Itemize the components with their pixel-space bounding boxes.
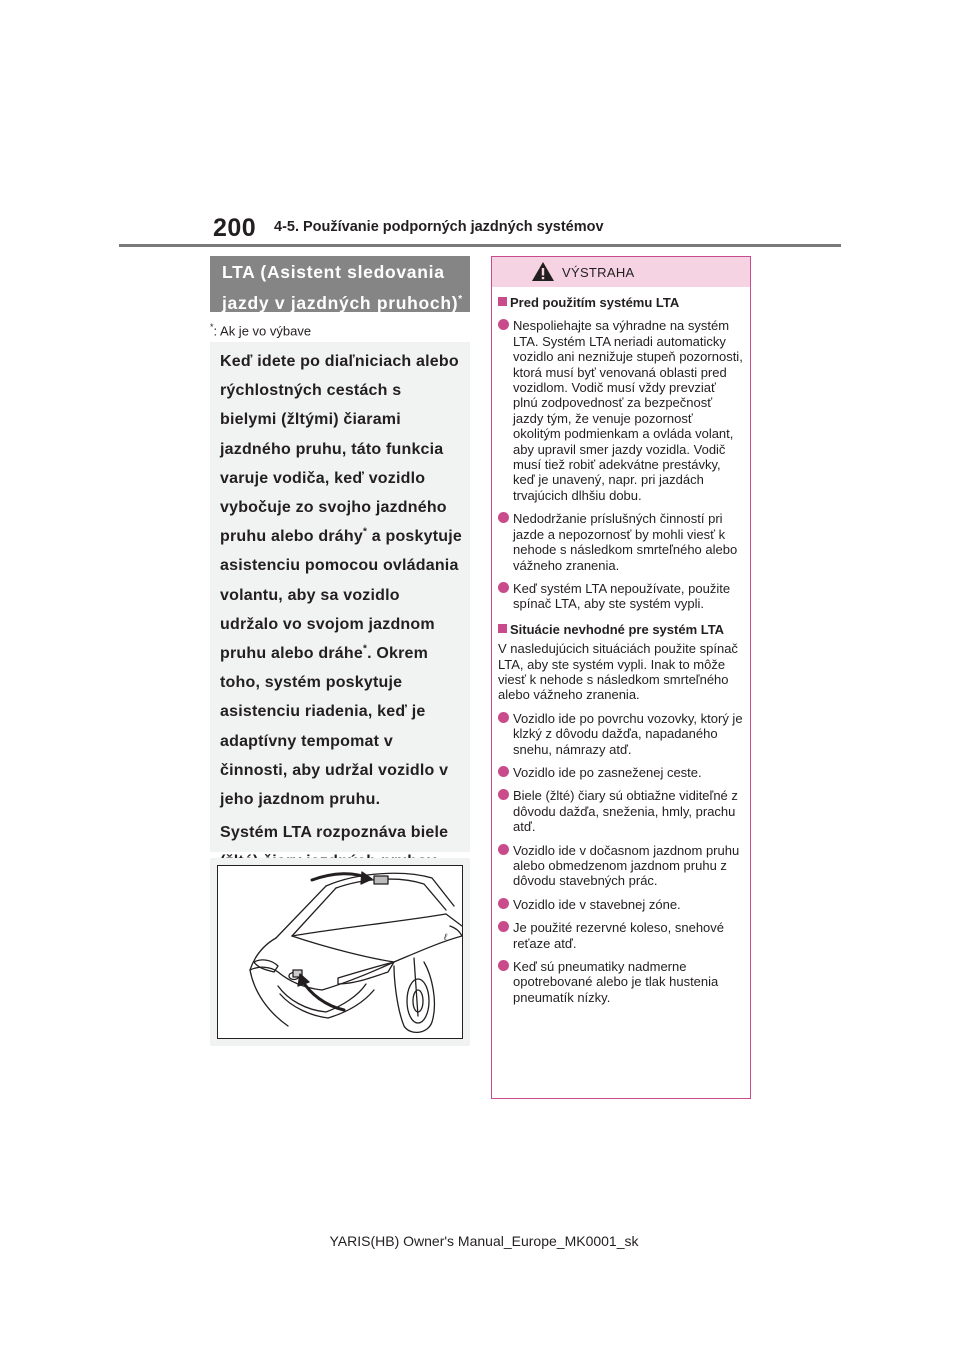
header-rule (119, 244, 841, 247)
bullet-dot-icon (498, 712, 509, 723)
intro-box (210, 342, 470, 852)
section-title-mark: * (458, 294, 463, 305)
warning-bullet (498, 920, 744, 951)
warning-bullet-text: Keď systém LTA nepoužívate, použite spínač LTA, aby ste systém vypli. (513, 580, 731, 612)
section-title-line2-text: jazdy v jazdných pruhoch) (222, 292, 459, 313)
warning-bullet (498, 318, 744, 503)
square-bullet-icon (498, 624, 507, 633)
warning-bullet-text: Je použité rezervné koleso, snehové reťaze atď. (513, 920, 725, 951)
section-title-line1: LTA (Asistent sledovania (222, 262, 445, 282)
warning-heading-2-text: Situácie nevhodné pre systém LTA (510, 621, 725, 637)
warning-header (492, 257, 750, 287)
warning-bullet (498, 897, 744, 912)
warning-bullet (498, 788, 744, 834)
bullet-dot-icon (498, 921, 509, 932)
warning-bullet-text: Nedodržanie príslušných činností pri jazde a nepozornosť by mohli viesť k nehode s následkom smrteľného alebo vážneho zranenia. (513, 511, 738, 573)
warning-bullet (498, 843, 744, 889)
warning-heading-1-text: Pred použitím systému LTA (510, 295, 680, 310)
square-bullet-icon (498, 297, 507, 306)
intro-p1-mark-1: * (362, 526, 368, 538)
warning-body (492, 287, 750, 1005)
warning-paragraph: V nasledujúcich situáciách použite spínač LTA, aby ste systém vypli. Inak to môže viesť k nehode s následkom smrteľného alebo vážneho zranenia. (498, 641, 738, 703)
running-header: 4-5. Používanie podporných jazdných systémov (274, 219, 604, 235)
intro-paragraph-1 (220, 347, 462, 814)
bullet-dot-icon (498, 512, 509, 523)
illustration-panel (210, 858, 470, 1046)
warning-heading-before-use (498, 295, 744, 310)
title-footnote (210, 322, 311, 338)
warning-bullet (498, 765, 744, 780)
intro-p1-part-c: . Okrem toho, systém poskytuje asistenciu riadenia, keď je adaptívny tempomat v činnosti, aby udržal vozidlo v jeho jazdnom pruhu. (220, 645, 449, 809)
car-camera-illustration (217, 865, 463, 1039)
warning-bullet (498, 581, 744, 612)
warning-bullet-text: Vozidlo ide po povrchu vozovky, ktorý je klzký z dôvodu dažďa, napadaného snehu, námrazy atď. (513, 710, 743, 757)
warning-bullet-text: Keď sú pneumatiky nadmerne opotrebované alebo je tlak hustenia pneumatík nízky. (513, 959, 719, 1005)
page-footer: YARIS(HB) Owner's Manual_Europe_MK0001_sk (329, 1233, 639, 1249)
warning-box (491, 256, 751, 1099)
warning-bullet-text: Nespoliehajte sa výhradne na systém LTA. Systém LTA neriadi automaticky vozidlo ani neznižuje stupeň pozornosti, ktorá musí byť venovaná oblasti pred vozidlom. Vodič musí vždy prevziať plnú zodpovednosť za bezpečnosť jazdy tým, že venuje pozornosť okolitým podmienkam a ovláda volant, aby upravil smer jazdy vozidla. Vodič musí tiež robiť adekvátne prestávky, keď je unavený, napr. pri jazdách trvajúcich dlhšiu dobu. (513, 318, 743, 503)
warning-bullet-text: Vozidlo ide po zasneženej ceste. (513, 764, 702, 780)
intro-p1-part-a: Keď idete po diaľniciach alebo rýchlostných cestách s bielymi (žltými) čiarami jazdného pruhu, táto funkcia varuje vodiča, keď vozidlo vybočuje zo svojho jazdného pruhu alebo dráhy (220, 353, 459, 546)
bullet-dot-icon (498, 582, 509, 593)
bullet-dot-icon (498, 898, 509, 909)
bullet-dot-icon (498, 844, 509, 855)
bullet-dot-icon (498, 319, 509, 330)
page-number: 200 (213, 214, 257, 242)
warning-bullet-text: Vozidlo ide v dočasnom jazdnom pruhu alebo obmedzenom jazdnom pruhu z dôvodu stavebných prác. (513, 842, 740, 889)
section-title (210, 256, 470, 312)
intro-p1-part-b: a poskytuje asistenciu pomocou ovládania volantu, aby sa vozidlo udržalo vo svojom jazdnom pruhu alebo dráhe (220, 528, 462, 663)
svg-text:ℓ: ℓ (444, 932, 447, 942)
warning-bullet (498, 711, 744, 757)
warning-bullet-text: Vozidlo ide v stavebnej zóne. (513, 896, 681, 912)
warning-bullet (498, 959, 744, 1005)
warning-heading-unsuitable (498, 622, 744, 637)
title-footnote-mark: * (210, 322, 214, 332)
warning-title: VÝSTRAHA (562, 265, 635, 280)
intro-p1-mark-2: * (362, 643, 368, 655)
bullet-dot-icon (498, 766, 509, 777)
warning-triangle-icon (531, 261, 555, 287)
warning-bullet (498, 511, 744, 573)
section-title-line2 (222, 286, 470, 317)
bullet-dot-icon (498, 960, 509, 971)
title-footnote-text: : Ak je vo výbave (213, 323, 312, 339)
bullet-dot-icon (498, 789, 509, 800)
warning-bullet-text: Biele (žlté) čiary sú obtiažne viditeľné z dôvodu dažďa, sneženia, hmly, prachu atď. (513, 788, 738, 835)
intro-p2-part-a: Systém LTA rozpoznáva biele (220, 824, 449, 842)
